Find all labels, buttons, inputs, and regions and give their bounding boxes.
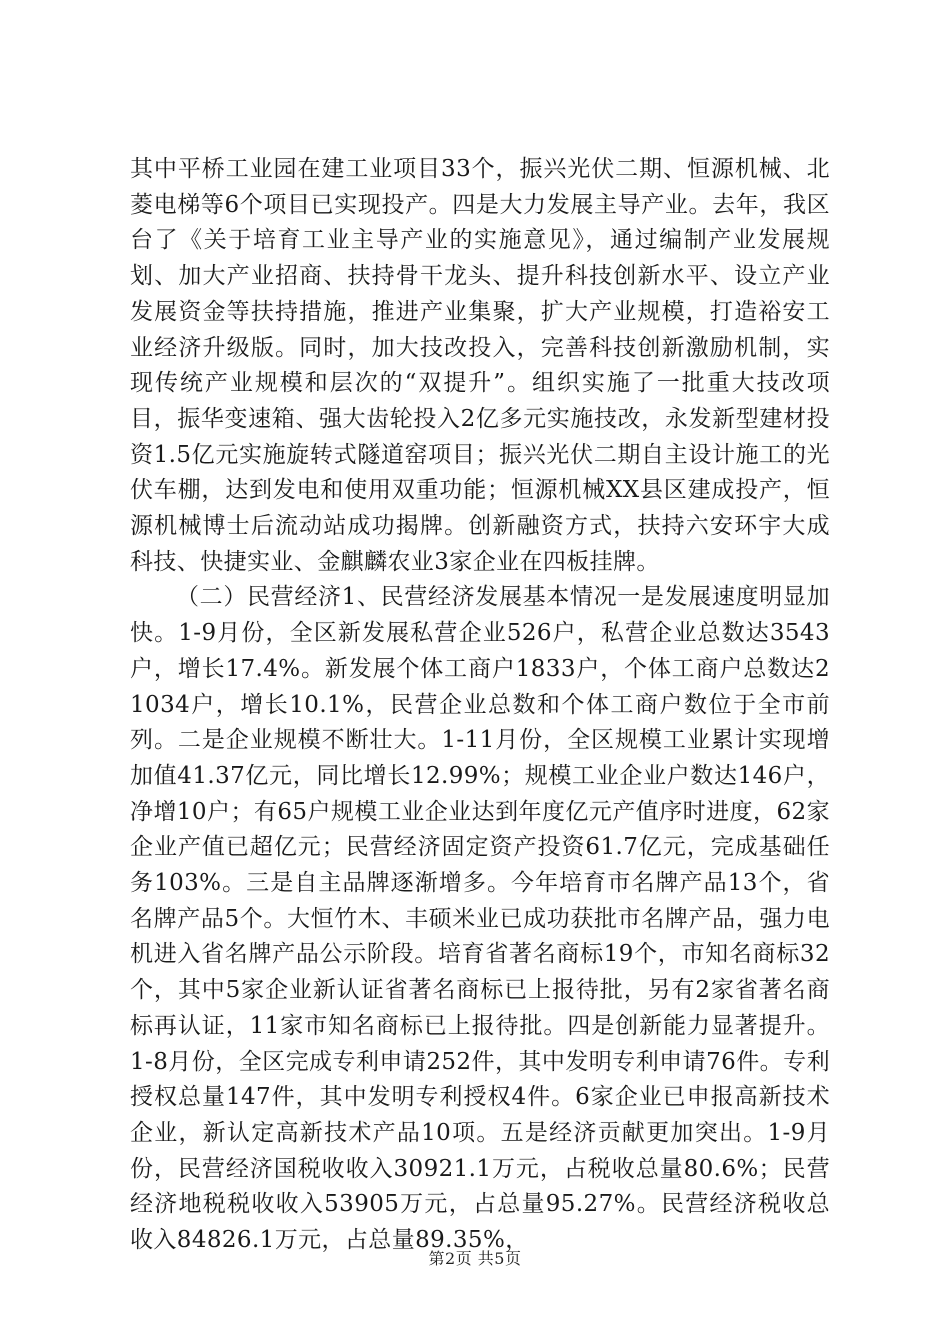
page-number: 第2页 (428, 1249, 473, 1268)
page-total: 共5页 (477, 1249, 522, 1268)
page-footer (0, 1246, 950, 1269)
body-text (130, 152, 830, 1259)
paragraph-industry: 其中平桥工业园在建工业项目33个，振兴光伏二期、恒源机械、北菱电梯等6个项目已实现投产。四是大力发展主导产业。去年，我区台了《关于培育工业主导产业的实施意见》，通过编制产业发展规划、加大产业招商、扶持骨干龙头、提升科技创新水平、设立产业发展资金等扶持措施，推进产业集聚，扩大产业规模，打造裕安工业经济升级版。同时，加大技改投入，完善科技创新激励机制，实现传统产业规模和层次的“双提升”。组织实施了一批重大技改项目，振华变速箱、强大齿轮投入2亿多元实施技改，永发新型建材投资1.5亿元实施旋转式隧道窑项目；振兴光伏二期自主设计施工的光伏车棚，达到发电和使用双重功能；恒源机械XX县区建成投产，恒源机械博士后流动站成功揭牌。创新融资方式，扶持六安环宇大成科技、快捷实业、金麒麟农业3家企业在四板挂牌。 (130, 156, 830, 575)
paragraph-private-economy: （二）民营经济1、民营经济发展基本情况一是发展速度明显加快。1-9月份，全区新发展私营企业526户，私营企业总数达3543户，增长17.4%。新发展个体工商户1833户，个体工商户总数达21034户，增长10.1%，民营企业总数和个体工商户数位于全市前列。二是企业规模不断壮大。1-11月份，全区规模工业累计实现增加值41.37亿元，同比增长12.99%；规模工业企业户数达146户，净增10户；有65户规模工业企业达到年度亿元产值序时进度，62家企业产值已超亿元；民营经济固定资产投资61.7亿元，完成基础任务103%。三是自主品牌逐渐增多。今年培育市名牌产品13个，省名牌产品5个。大恒竹木、丰硕米业已成功获批市名牌产品，强力电机进入省名牌产品公示阶段。培育省著名商标19个，市知名商标32个，其中5家企业新认证省著名商标已上报待批，另有2家省著名商标再认证，11家市知名商标已上报待批。四是创新能力显著提升。1-8月份，全区完成专利申请252件，其中发明专利申请76件。专利授权总量147件，其中发明专利授权4件。6家企业已申报高新技术企业，新认定高新技术产品10项。五是经济贡献更加突出。1-9月份，民营经济国税收收入30921.1万元，占税收总量80.6%；民营经济地税税收收入53905万元，占总量95.27%。民营经济税收总收入84826.1万元，占总量89.35%， (130, 584, 830, 1254)
